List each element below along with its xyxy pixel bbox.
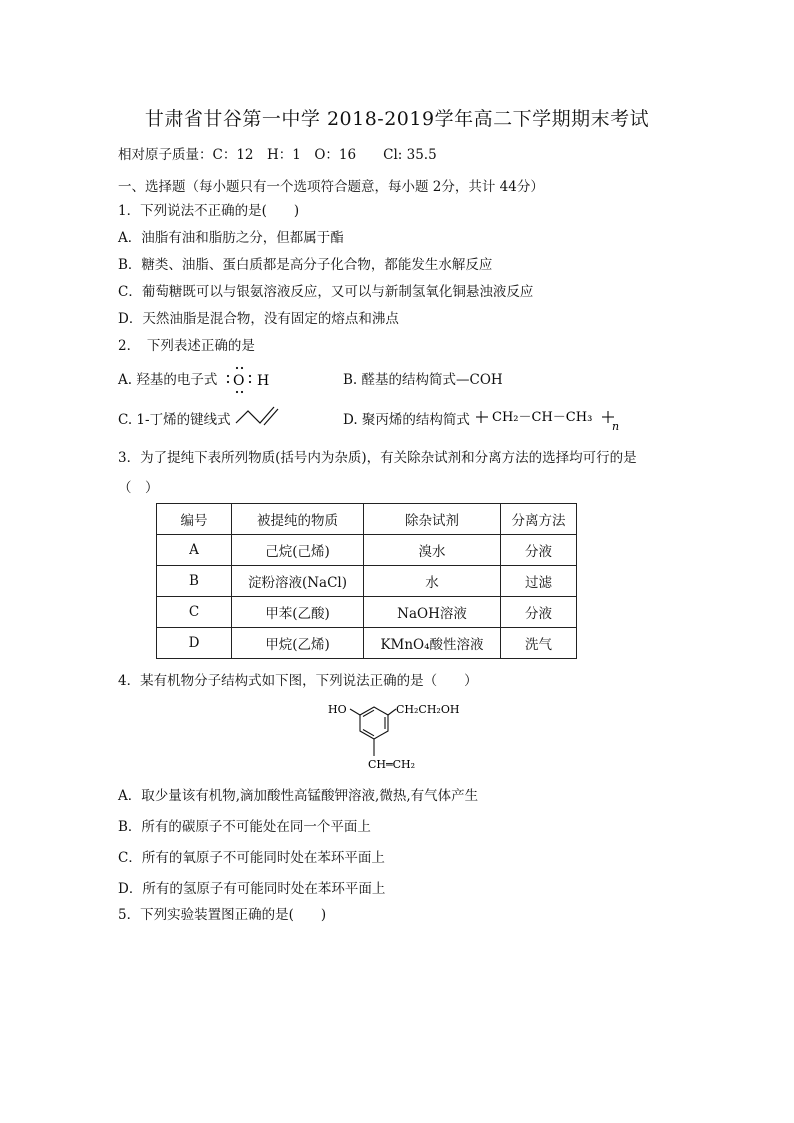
table-cell: 洗气 <box>501 628 577 659</box>
header-reagent: 除杂试剂 <box>364 504 501 535</box>
table-row <box>157 597 577 628</box>
table-cell: C <box>157 597 232 628</box>
hydroxy-label: HO <box>328 703 347 716</box>
hydrogen-symbol: H <box>257 373 270 389</box>
table-cell: 分液 <box>501 597 577 628</box>
q1-option-d: D．天然油脂是混合物，没有固定的熔点和沸点 <box>118 311 399 327</box>
table-header-row <box>157 504 577 535</box>
oxygen-symbol: O <box>233 373 245 389</box>
q4-option-b: B．所有的碳原子不可能处在同一个平面上 <box>118 819 371 835</box>
q2-option-d: D. 聚丙烯的结构简式 <box>343 412 470 428</box>
table-cell: B <box>157 566 232 597</box>
table-cell: NaOH溶液 <box>364 597 501 628</box>
atomic-mass-line: 相对原子质量：C：12 H：1 O：16 Cl: 35.5 <box>118 147 437 163</box>
table-cell: 己烷(己烯) <box>232 535 364 566</box>
q5-stem: 5．下列实验装置图正确的是( ) <box>118 907 327 923</box>
butene-skeletal-formula <box>234 403 288 427</box>
hydroxyl-electron-formula <box>222 362 278 396</box>
q2-option-c: C. 1-丁烯的键线式 <box>118 412 231 428</box>
q4-option-c: C．所有的氧原子不可能同时处在苯环平面上 <box>118 850 385 866</box>
purification-table <box>156 503 577 659</box>
table-row <box>157 628 577 659</box>
q3-paren: （ ） <box>118 480 159 496</box>
table-cell: KMnO₄酸性溶液 <box>364 628 501 659</box>
page-title: 甘肃省甘谷第一中学 2018-2019学年高二下学期期末考试 <box>144 108 650 130</box>
table-cell: 水 <box>364 566 501 597</box>
q4-option-d: D．所有的氢原子有可能同时处在苯环平面上 <box>118 881 386 897</box>
header-method: 分离方法 <box>501 504 577 535</box>
q3-stem: 3．为了提纯下表所列物质(括号内为杂质)，有关除杂试剂和分离方法的选择均可行的是 <box>118 450 637 466</box>
q2-option-a-text: A. 羟基的电子式 <box>118 372 218 388</box>
table-cell: 溴水 <box>364 535 501 566</box>
header-substance: 被提纯的物质 <box>232 504 364 535</box>
q1-option-b: B．糖类、油脂、蛋白质都是高分子化合物，都能发生水解反应 <box>118 257 493 273</box>
ethanol-chain-label: CH₂CH₂OH <box>396 703 460 716</box>
table-cell: 淀粉溶液(NaCl) <box>232 566 364 597</box>
q2-stem: 2． 下列表述正确的是 <box>118 338 255 354</box>
molecule-structure-diagram <box>322 696 472 776</box>
table-cell: A <box>157 535 232 566</box>
polypropylene-repeat-unit: CH₂－CH－CH₃ <box>492 410 593 425</box>
table-cell: 甲苯(乙酸) <box>232 597 364 628</box>
table-row <box>157 566 577 597</box>
polymer-n: n <box>612 420 620 432</box>
table-cell: 甲烷(乙烯) <box>232 628 364 659</box>
q1-stem: 1．下列说法不正确的是( ) <box>118 203 300 219</box>
table-cell: 分液 <box>501 535 577 566</box>
q4-option-a: A．取少量该有机物,滴加酸性高锰酸钾溶液,微热,有气体产生 <box>118 788 479 804</box>
table-cell: 过滤 <box>501 566 577 597</box>
q1-option-a: A．油脂有油和脂肪之分，但都属于酯 <box>118 230 344 246</box>
q4-stem: 4．某有机物分子结构式如下图，下列说法正确的是（ ） <box>118 673 478 689</box>
vinyl-label: CH═CH₂ <box>368 758 416 771</box>
table-row <box>157 535 577 566</box>
q2-option-b: B. 醛基的结构简式—COH <box>343 372 503 388</box>
benzene-ring <box>350 707 396 756</box>
q2-option-a <box>118 371 217 389</box>
table-cell: D <box>157 628 232 659</box>
section-header: 一、选择题（每小题只有一个选项符合题意，每小题 2分，共计 44分） <box>118 179 544 195</box>
q1-option-c: C．葡萄糖既可以与银氨溶液反应，又可以与新制氢氧化铜悬浊液反应 <box>118 284 534 300</box>
header-number: 编号 <box>157 504 232 535</box>
polypropylene-formula <box>476 402 624 432</box>
